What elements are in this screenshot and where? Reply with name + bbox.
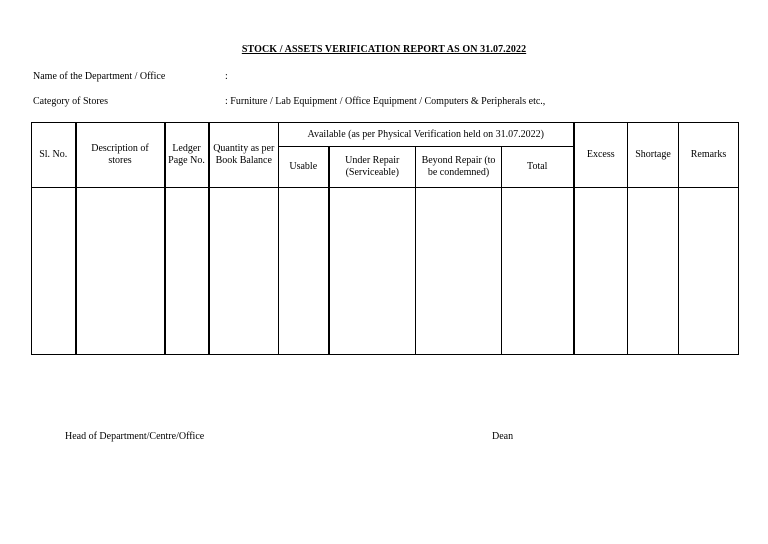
header-description: Description of stores xyxy=(76,123,165,188)
cell-ledger-page xyxy=(165,188,209,355)
table-body-row xyxy=(32,188,739,355)
department-label: Name of the Department / Office xyxy=(33,71,166,82)
cell-quantity-book xyxy=(209,188,279,355)
header-usable: Usable xyxy=(279,147,329,188)
cell-total xyxy=(502,188,574,355)
header-sl-no: Sl. No. xyxy=(32,123,76,188)
header-shortage: Shortage xyxy=(628,123,679,188)
header-beyond-repair: Beyond Repair (to be condemned) xyxy=(416,147,502,188)
dean-signature-label: Dean xyxy=(492,431,514,442)
header-under-repair: Under Repair (Serviceable) xyxy=(329,147,416,188)
header-excess: Excess xyxy=(574,123,628,188)
department-value: : xyxy=(225,71,228,82)
cell-beyond-repair xyxy=(416,188,502,355)
cell-usable xyxy=(279,188,329,355)
verification-table xyxy=(31,122,739,355)
category-label: Category of Stores xyxy=(33,96,108,107)
hod-signature-label: Head of Department/Centre/Office xyxy=(65,431,205,442)
cell-description xyxy=(76,188,165,355)
cell-sl-no xyxy=(32,188,76,355)
category-value: : Furniture / Lab Equipment / Office Equipment / Computers & Peripherals etc., xyxy=(225,96,546,107)
cell-remarks xyxy=(679,188,739,355)
header-remarks: Remarks xyxy=(679,123,739,188)
header-ledger-page: Ledger Page No. xyxy=(165,123,209,188)
header-quantity-book: Quantity as per Book Balance xyxy=(209,123,279,188)
cell-under-repair xyxy=(329,188,416,355)
header-available-group: Available (as per Physical Verification held on 31.07.2022) xyxy=(279,123,574,147)
report-title: STOCK / ASSETS VERIFICATION REPORT AS ON 31.07.2022 xyxy=(241,44,527,55)
cell-excess xyxy=(574,188,628,355)
cell-shortage xyxy=(628,188,679,355)
header-total: Total xyxy=(502,147,574,188)
